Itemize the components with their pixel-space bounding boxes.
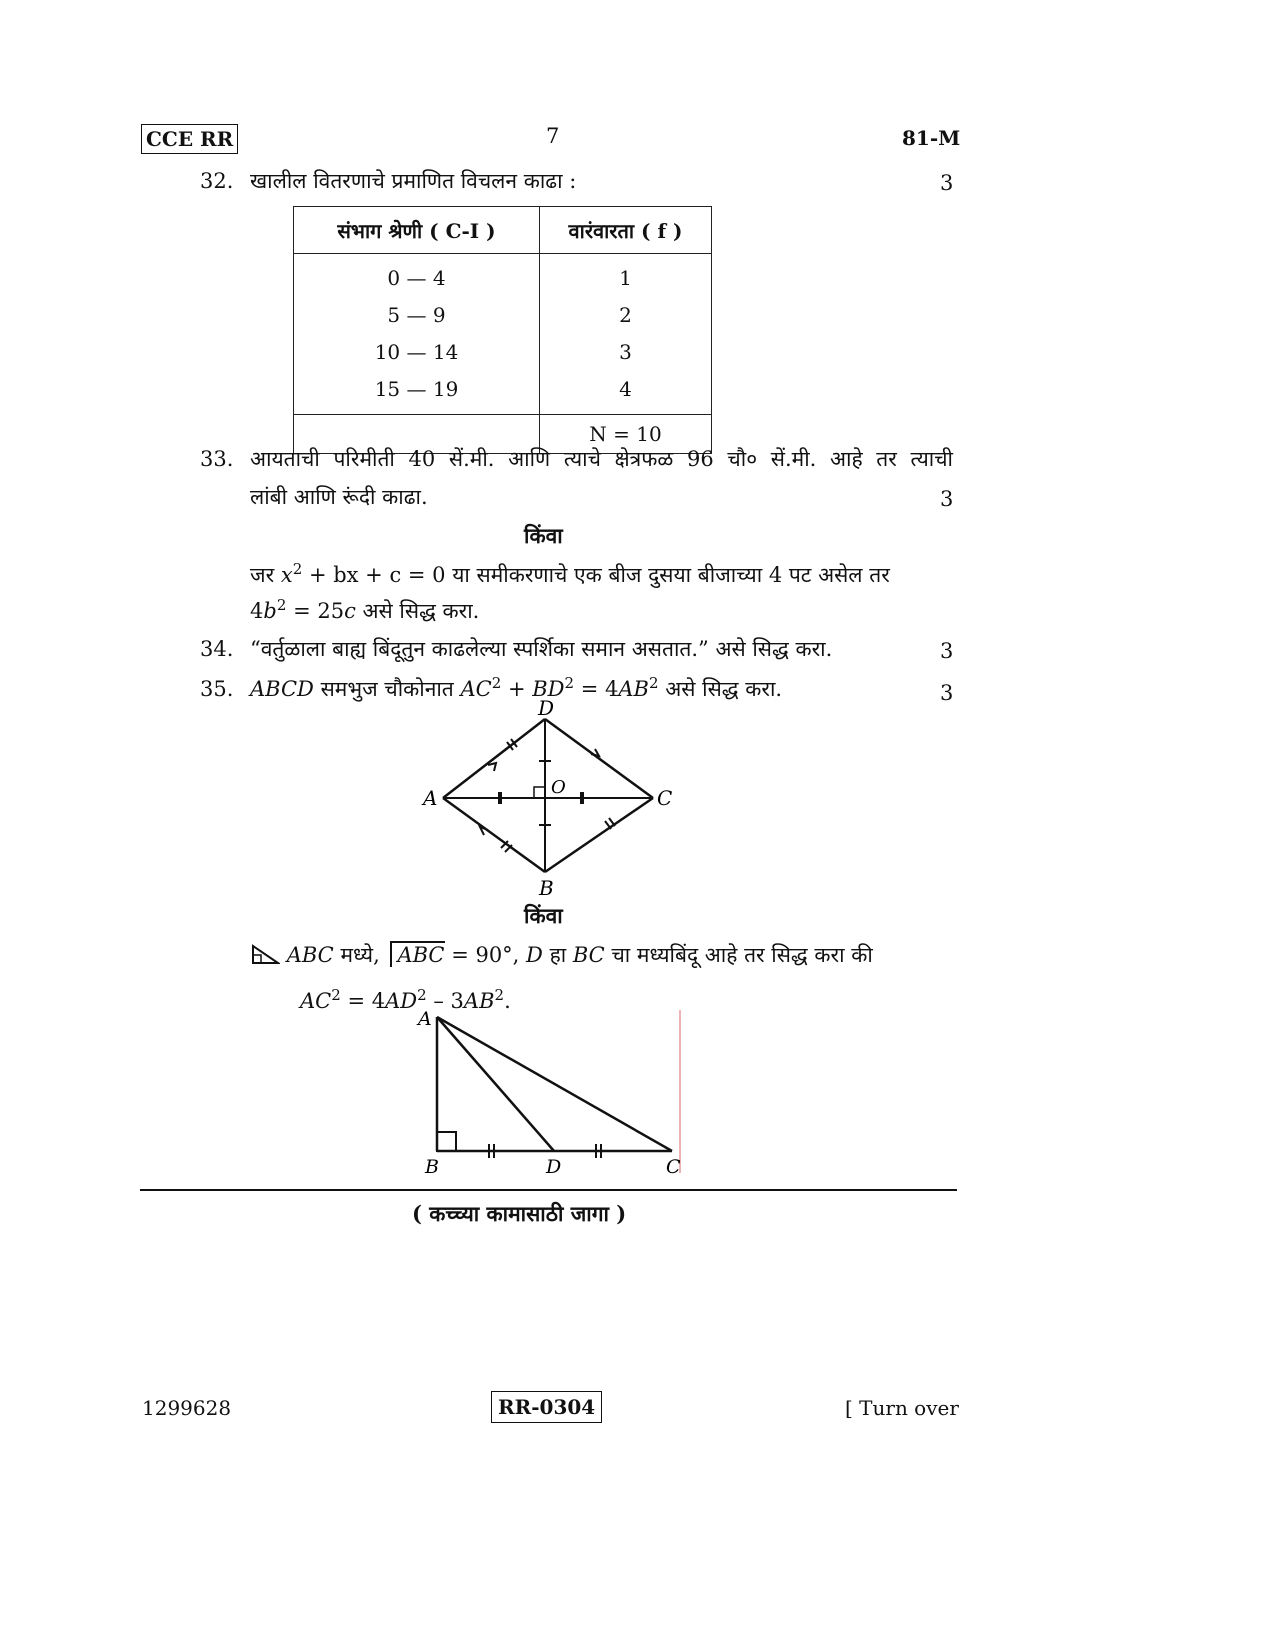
q32-text: खालील वितरणाचे प्रमाणित विचलन काढा : [250,169,577,193]
side-ac [437,1017,672,1151]
triangle-icon [250,943,280,965]
q35-number: 35. [200,677,234,701]
side-cb [545,798,653,872]
q35-eq: = 4 [580,677,619,701]
q33-alt-eq: + bx + c = 0 [308,563,446,587]
table-ci: 5 — 9 [387,303,446,327]
side-ad [443,719,545,798]
q33-alt2-e: असे सिद्ध करा. [362,599,480,623]
q35-bd-exp: 2 [564,674,575,692]
rhombus-label-b: B [539,876,554,900]
rhombus-diagram [410,695,700,905]
q33-alt-line2 [250,596,479,625]
q33-alt-text: या समीकरणाचे एक बीज दुसया बीजाच्या 4 पट असेल तर [452,563,890,587]
q33-or: किंवा [524,523,563,548]
table-f: 1 [619,266,632,290]
q35-alt-ha: हा [549,943,567,967]
q32-marks: 3 [940,171,954,195]
q32-number: 32. [200,169,234,193]
q35-ab-exp: 2 [649,674,659,692]
q33-marks: 3 [940,487,954,511]
table-f: 3 [619,340,632,364]
q35-alt-angle-abc: ABC [390,941,444,967]
q35-alt-eq-ad: AD [385,989,418,1013]
table-ci: 0 — 4 [387,266,446,290]
triangle-label-b: B [425,1156,439,1178]
q34-text: “वर्तुळाला बाह्य बिंदूतुन काढलेल्या स्पर्शिका समान असतात.” असे सिद्ध करा. [250,637,833,661]
rhombus-label-o: O [551,777,566,798]
q35-alt-abc: ABC [286,943,334,967]
triangle-label-c: C [666,1156,681,1178]
q33-alt2-d: c [344,599,356,623]
q33-alt2-b: b [263,599,277,623]
q35-alt-bc: BC [572,943,605,967]
q35-alt-line1 [250,942,873,969]
q33-alt2-exp: 2 [276,596,287,614]
footer-center-code: RR-0304 [491,1391,602,1423]
q33-alt2-c: = 25 [293,599,345,623]
q35-alt-eq-4: = 4 [347,989,386,1013]
table-header-ci: संभाग श्रेणी ( C-I ) [294,207,540,254]
q35-alt-text: चा मध्यबिंदू आहे तर सिद्ध करा की [611,943,873,967]
q35-alt-madhye: मध्ये, [340,943,380,967]
table-total: N = 10 [540,415,712,454]
q35-alt-eq-ab: AB [463,989,495,1013]
q33-line1: आयताची परिमीती 40 सें.मी. आणि त्याचे क्षेत्रफळ 96 चौ० सें.मी. आहे तर त्याची [250,447,953,471]
q35-abcd: ABCD [250,677,314,701]
q35-alt-90: = 90°, [451,943,520,967]
median-ad [437,1017,554,1151]
right-angle-mark-b [437,1132,456,1151]
q33-number: 33. [200,447,234,471]
table-ci: 15 — 19 [374,377,459,401]
q35-alt-d: D [526,943,543,967]
q33-alt-exp: 2 [292,560,303,578]
footer-left: 1299628 [142,1396,232,1420]
right-angle-mark [534,787,545,798]
rhombus-label-c: C [657,786,673,810]
q35-rhombus-text: समभुज चौकोनात [320,677,454,701]
table-header-f: वारंवारता ( f ) [540,207,712,254]
rhombus-label-d: D [538,696,555,720]
q33-alt-x: x [280,563,293,587]
divider [140,1189,957,1191]
side-ba [443,798,545,872]
table-ci: 10 — 14 [374,340,459,364]
q35-ac: AC [460,677,492,701]
q35-alt-eq-ab-exp: 2 [494,986,505,1004]
header-right-code: 81-M [902,126,961,150]
q33-alt2-a: 4 [250,599,264,623]
rhombus-label-a: A [423,786,438,810]
header-left-code: CCE RR [141,124,238,154]
table-f: 2 [619,303,632,327]
q35-ab: AB [618,677,649,701]
table-body [294,254,712,415]
q35-marks: 3 [940,681,954,705]
q33-alt-line1 [250,560,890,589]
q35-prove: असे सिद्ध करा. [665,677,783,701]
triangle-label-d: D [546,1156,562,1178]
q35-alt-eq-ac: AC [300,989,332,1013]
table-f-cell [540,254,712,415]
q34-marks: 3 [940,639,954,663]
footer-turn-over: [ Turn over [845,1396,959,1420]
q35-alt-eq-ad-exp: 2 [417,986,427,1004]
table-f: 4 [619,377,632,401]
q34-number: 34. [200,637,234,661]
rough-work-label: ( कच्च्या कामासाठी जागा ) [412,1201,627,1226]
q35-bd: BD [532,677,565,701]
q35-ac-exp: 2 [491,674,502,692]
q33-alt-jar: जर [250,563,275,587]
triangle-label-a: A [418,1008,432,1030]
q35-alt-eq-3: – 3 [433,989,464,1013]
page-number: 7 [546,124,560,148]
table-ci-cell [294,254,540,415]
q35-alt-eq-dot: . [504,989,511,1013]
q35-or: किंवा [524,903,563,928]
frequency-table [293,206,712,454]
q35-alt-eq-ac-exp: 2 [331,986,341,1004]
triangle-diagram [410,1005,690,1185]
q33-line2: लांबी आणि रूंदी काढा. [250,485,428,509]
q35-plus: + [507,677,526,701]
